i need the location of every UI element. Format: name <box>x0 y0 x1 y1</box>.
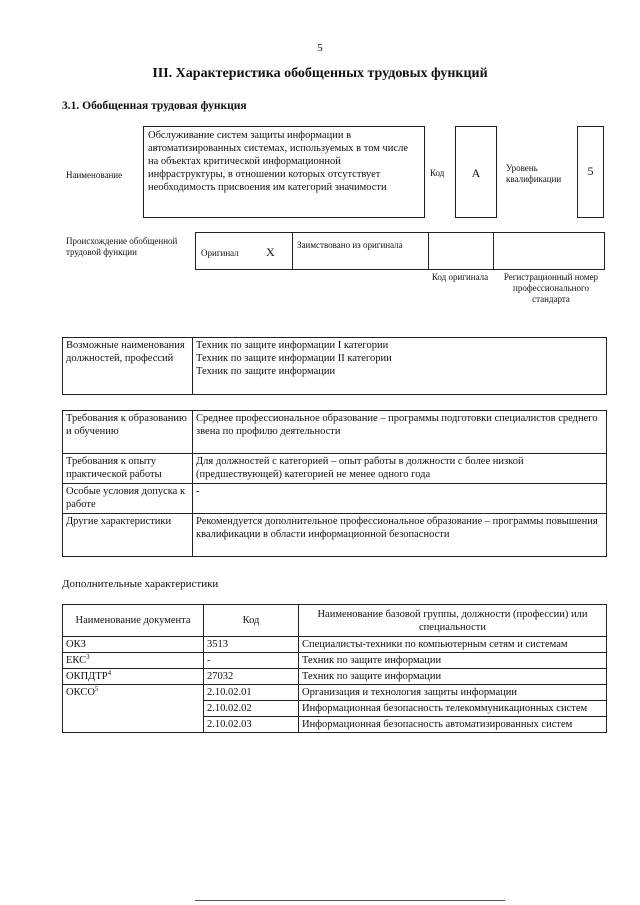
requirement-label: Требования к образованию и обучению <box>63 411 193 454</box>
table-row <box>63 454 607 484</box>
position-item: Техник по защите информации <box>196 366 336 377</box>
origin-divider-1 <box>292 232 293 270</box>
code-cell: 2.10.02.01 <box>204 685 299 701</box>
original-mark: X <box>266 245 275 259</box>
doc-cell: ОКПДТР$^4$ <box>63 669 204 685</box>
page-number: 5 <box>317 42 323 54</box>
requirement-label: Особые условия допуска к работе <box>63 484 193 514</box>
position-item: Техник по защите информации I категории <box>196 340 389 351</box>
requirement-value: - <box>193 484 607 514</box>
origin-divider-2 <box>428 232 429 270</box>
table-row <box>63 653 607 669</box>
original-label: Оригинал <box>201 248 239 258</box>
level-value-box <box>577 126 604 218</box>
code-original-label: Код оригинала <box>431 272 489 282</box>
section-title: III. Характеристика обобщенных трудовых функций <box>152 66 488 81</box>
function-name-box <box>143 126 425 218</box>
subsection-title: 3.1. Обобщенная трудовая функция <box>62 100 247 112</box>
name-cell: Информационная безопасность телекоммуникационных систем <box>299 701 607 717</box>
header-name: Наименование базовой группы, должности (профессии) или специальности <box>299 605 607 637</box>
additional-title: Дополнительные характеристики <box>62 578 219 590</box>
name-label: Наименование <box>66 170 123 180</box>
code-value: А <box>471 166 481 180</box>
origin-label: Происхождение обобщенной трудовой функции <box>66 236 178 257</box>
positions-label: Возможные наименования должностей, профессий <box>63 338 193 395</box>
scan-edge-line <box>195 900 505 901</box>
position-item: Техник по защите информации II категории <box>196 353 392 364</box>
table-row <box>63 338 607 395</box>
header-doc: Наименование документа <box>63 605 204 637</box>
reg-number-label: Регистрационный номер профессионального стандарта <box>503 272 599 304</box>
requirements-table <box>62 410 607 557</box>
code-cell: 3513 <box>204 637 299 653</box>
footnote-mark: 5 <box>94 685 99 693</box>
name-cell: Информационная безопасность автоматизированных систем <box>299 717 607 733</box>
additional-table <box>62 604 607 733</box>
doc-cell: ЕКС$^3$ <box>63 653 204 669</box>
borrowed-label: Заимствовано из оригинала <box>297 240 403 250</box>
table-row <box>63 685 607 701</box>
table-row <box>63 637 607 653</box>
code-cell: 2.10.02.02 <box>204 701 299 717</box>
footnote-mark: 4 <box>107 669 112 677</box>
code-label: Код <box>430 168 445 178</box>
function-name-value: Обслуживание систем защиты информации в автоматизированных системах, используемых в том числе на объектах критической информационной инфраструктуры, в отношении которых отсутствует необходимость присвоения им категорий значимости <box>148 130 408 193</box>
origin-box <box>195 232 605 270</box>
requirement-value: Среднее профессиональное образование – программы подготовки специалистов среднего звена по профилю деятельности <box>193 411 607 454</box>
origin-divider-3 <box>493 232 494 270</box>
table-row <box>63 484 607 514</box>
code-value-box <box>455 126 497 218</box>
code-cell: 27032 <box>204 669 299 685</box>
name-cell: Техник по защите информации <box>299 653 607 669</box>
doc-cell: ОКЗ <box>63 637 204 653</box>
positions-values <box>193 338 607 395</box>
level-value: 5 <box>587 164 594 178</box>
table-header-row <box>63 605 607 637</box>
requirement-label: Другие характеристики <box>63 514 193 557</box>
requirement-value: Рекомендуется дополнительное профессиональное образование – программы повышения квалификации в области информационной безопасности <box>193 514 607 557</box>
footnote-mark: 3 <box>86 653 90 661</box>
code-cell: 2.10.02.03 <box>204 717 299 733</box>
name-cell: Техник по защите информации <box>299 669 607 685</box>
level-label: Уровень квалификации <box>506 163 562 184</box>
table-row <box>63 669 607 685</box>
table-row <box>63 514 607 557</box>
requirement-value: Для должностей с категорией – опыт работы в должности с более низкой (предшествующей) категорией не менее одного года <box>193 454 607 484</box>
table-row <box>63 411 607 454</box>
name-cell: Организация и технология защиты информации <box>299 685 607 701</box>
code-cell: - <box>204 653 299 669</box>
doc-cell: ОКСО$^5$ <box>63 685 204 733</box>
requirement-label: Требования к опыту практической работы <box>63 454 193 484</box>
positions-table <box>62 337 607 395</box>
header-code: Код <box>204 605 299 637</box>
name-cell: Специалисты-техники по компьютерным сетям и системам <box>299 637 607 653</box>
